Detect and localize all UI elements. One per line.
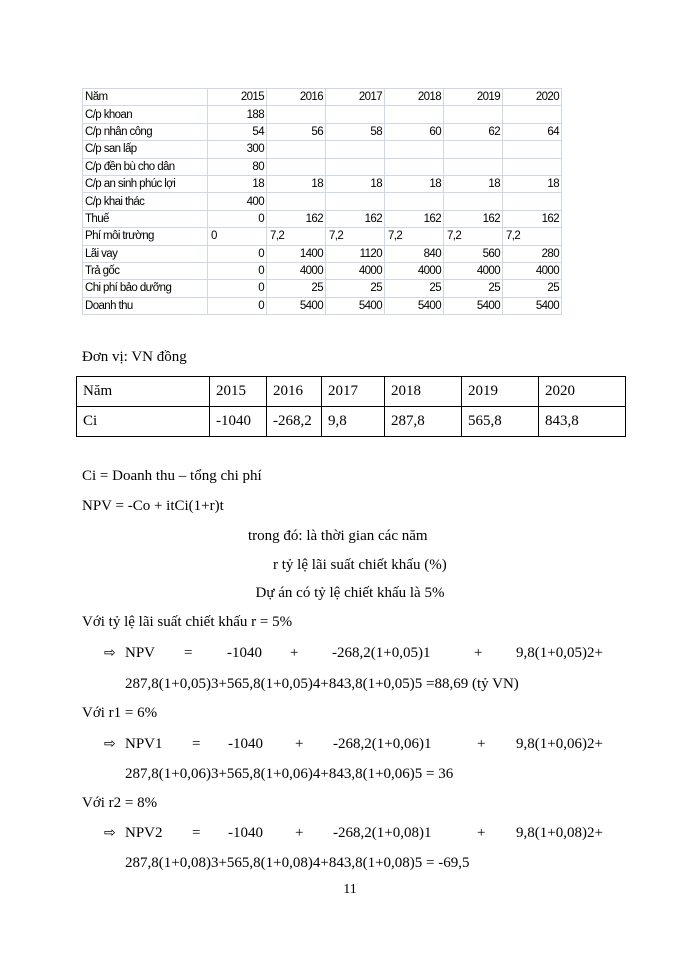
- ci-value-cell: 287,8: [385, 407, 462, 437]
- discount-rate-line: Dự án có tỷ lệ chiết khấu là 5%: [255, 585, 445, 601]
- sheet-cell: 0: [208, 228, 267, 245]
- npv6-plus2: +: [477, 736, 486, 752]
- sheet-cell: 188: [208, 106, 267, 123]
- npv8-t2: 9,8(1+0,08)2+: [516, 825, 603, 841]
- npv5-eq: =: [184, 645, 193, 661]
- sheet-cell: [444, 106, 503, 123]
- sheet-cell: 2015: [208, 89, 267, 106]
- npv5-plus2: +: [474, 645, 483, 661]
- sheet-row-label: Doanh thu: [83, 297, 208, 314]
- sheet-row: [83, 193, 562, 210]
- npv8-t0: -1040: [228, 825, 263, 841]
- sheet-cell: 25: [326, 280, 385, 297]
- npv5-t2: 9,8(1+0,05)2+: [516, 645, 603, 661]
- r1-heading: Với r1 = 6%: [82, 705, 158, 721]
- sheet-cell: 80: [208, 158, 267, 175]
- sheet-cell: 18: [326, 175, 385, 192]
- sheet-cell: 280: [503, 245, 562, 262]
- sheet-cell: 5400: [326, 297, 385, 314]
- sheet-cell: 162: [326, 210, 385, 227]
- sheet-cell: 162: [503, 210, 562, 227]
- sheet-cell: 400: [208, 193, 267, 210]
- sheet-cell: 18: [208, 175, 267, 192]
- ci-header-label: Năm: [77, 377, 210, 407]
- sheet-cell: [385, 141, 444, 158]
- sheet-cell: [444, 193, 503, 210]
- ci-value-cell: 565,8: [462, 407, 539, 437]
- sheet-cell: 25: [503, 280, 562, 297]
- sheet-row: [83, 175, 562, 192]
- sheet-cell: 840: [385, 245, 444, 262]
- sheet-cell: [503, 193, 562, 210]
- where-line: trong đó: là thời gian các năm: [248, 528, 428, 544]
- sheet-cell: 25: [385, 280, 444, 297]
- sheet-cell: 58: [326, 123, 385, 140]
- sheet-row: [83, 280, 562, 297]
- sheet-cell: 2017: [326, 89, 385, 106]
- sheet-row-label: C/p an sinh phúc lợi: [83, 175, 208, 192]
- ci-table-header-row: [77, 377, 626, 407]
- arrow-icon: ⇨: [104, 645, 116, 661]
- ci-value-cell: -268,2: [267, 407, 322, 437]
- sheet-row-label: C/p khai thác: [83, 193, 208, 210]
- sheet-cell: [503, 106, 562, 123]
- sheet-cell: 25: [267, 280, 326, 297]
- arrow-icon: ⇨: [104, 825, 116, 841]
- sheet-row-label: C/p san lấp: [83, 141, 208, 158]
- sheet-row-label: C/p nhân công: [83, 123, 208, 140]
- sheet-cell: [503, 158, 562, 175]
- ci-value-cell: 9,8: [322, 407, 385, 437]
- ci-year-cell: 2017: [322, 377, 385, 407]
- r-definition: r tỷ lệ lãi suất chiết khấu (%): [273, 557, 447, 573]
- sheet-cell: [267, 141, 326, 158]
- sheet-cell: 5400: [503, 297, 562, 314]
- sheet-cell: 0: [208, 262, 267, 279]
- ci-row-label: Ci: [77, 407, 210, 437]
- sheet-row-label: Chi phí bảo dưỡng: [83, 280, 208, 297]
- npv8-lhs: NPV2: [125, 825, 163, 841]
- ci-year-cell: 2015: [210, 377, 267, 407]
- sheet-row: [83, 158, 562, 175]
- sheet-cell: 560: [444, 245, 503, 262]
- npv6-line2: 287,8(1+0,06)3+565,8(1+0,06)4+843,8(1+0,06)5 = 36: [125, 766, 454, 782]
- sheet-cell: 162: [385, 210, 444, 227]
- sheet-cell: 4000: [267, 262, 326, 279]
- sheet-cell: 5400: [444, 297, 503, 314]
- npv8-t1: -268,2(1+0,08)1: [333, 825, 432, 841]
- ci-year-cell: 2020: [539, 377, 626, 407]
- sheet-cell: 0: [208, 280, 267, 297]
- formula-ci: Ci = Doanh thu – tổng chi phí: [82, 468, 262, 484]
- sheet-cell: 162: [267, 210, 326, 227]
- formula-npv: NPV = -Co + itCi(1+r)t: [82, 498, 224, 514]
- sheet-cell: [503, 141, 562, 158]
- sheet-cell: 18: [267, 175, 326, 192]
- sheet-cell: [385, 158, 444, 175]
- sheet-cell: 1400: [267, 245, 326, 262]
- sheet-cell: 2018: [385, 89, 444, 106]
- sheet-cell: [267, 106, 326, 123]
- sheet-row: [83, 297, 562, 314]
- sheet-row-label: Phí môi trường: [83, 228, 208, 245]
- npv6-t1: -268,2(1+0,06)1: [333, 736, 432, 752]
- sheet-cell: 18: [503, 175, 562, 192]
- sheet-row: [83, 262, 562, 279]
- sheet-cell: [326, 106, 385, 123]
- npv6-lhs: NPV1: [125, 736, 163, 752]
- ci-value-cell: 843,8: [539, 407, 626, 437]
- npv5-line2: 287,8(1+0,05)3+565,8(1+0,05)4+843,8(1+0,05)5 =88,69 (tỷ VN): [125, 676, 519, 692]
- sheet-cell: [444, 158, 503, 175]
- sheet-cell: 7,2: [444, 228, 503, 245]
- sheet-cell: 2020: [503, 89, 562, 106]
- sheet-cell: 7,2: [267, 228, 326, 245]
- sheet-row: [83, 210, 562, 227]
- sheet-cell: 7,2: [503, 228, 562, 245]
- sheet-cell: [326, 193, 385, 210]
- npv6-t2: 9,8(1+0,06)2+: [516, 736, 603, 752]
- npv5-t0: -1040: [227, 645, 262, 661]
- sheet-row-label: Trả gốc: [83, 262, 208, 279]
- sheet-cell: 300: [208, 141, 267, 158]
- sheet-cell: 7,2: [326, 228, 385, 245]
- sheet-header-row: [83, 89, 562, 106]
- sheet-row: [83, 228, 562, 245]
- r2-heading: Với r2 = 8%: [82, 795, 158, 811]
- sheet-cell: 4000: [326, 262, 385, 279]
- sheet-cell: [267, 193, 326, 210]
- npv5-lhs: NPV: [125, 645, 156, 661]
- sheet-cell: 62: [444, 123, 503, 140]
- sheet-cell: 0: [208, 297, 267, 314]
- sheet-cell: 1120: [326, 245, 385, 262]
- sheet-cell: 54: [208, 123, 267, 140]
- npv6-eq: =: [192, 736, 201, 752]
- npv8-plus2: +: [477, 825, 486, 841]
- sheet-cell: 7,2: [385, 228, 444, 245]
- npv5-t1: -268,2(1+0,05)1: [332, 645, 431, 661]
- sheet-cell: 18: [385, 175, 444, 192]
- npv8-plus1: +: [295, 825, 304, 841]
- sheet-cell: [326, 158, 385, 175]
- sheet-cell: 5400: [267, 297, 326, 314]
- sheet-row-label: C/p đền bù cho dân: [83, 158, 208, 175]
- npv5-plus1: +: [290, 645, 299, 661]
- sheet-cell: 18: [444, 175, 503, 192]
- r5-heading: Với tỷ lệ lãi suất chiết khấu r = 5%: [82, 614, 293, 630]
- sheet-cell: [385, 193, 444, 210]
- ci-table-value-row: [77, 407, 626, 437]
- ci-value-cell: -1040: [210, 407, 267, 437]
- sheet-cell: 0: [208, 245, 267, 262]
- sheet-cell: [267, 158, 326, 175]
- unit-label: Đơn vị: VN đồng: [82, 349, 187, 365]
- npv6-t0: -1040: [228, 736, 263, 752]
- ci-year-cell: 2019: [462, 377, 539, 407]
- sheet-cell: 25: [444, 280, 503, 297]
- sheet-cell: 4000: [385, 262, 444, 279]
- ci-table: [76, 376, 626, 437]
- arrow-icon: ⇨: [104, 736, 116, 752]
- cost-spreadsheet: [82, 88, 562, 315]
- sheet-cell: 64: [503, 123, 562, 140]
- sheet-cell: 4000: [503, 262, 562, 279]
- npv8-eq: =: [192, 825, 201, 841]
- sheet-row: [83, 106, 562, 123]
- sheet-cell: [326, 141, 385, 158]
- sheet-row: [83, 245, 562, 262]
- sheet-cell: 4000: [444, 262, 503, 279]
- npv6-plus1: +: [295, 736, 304, 752]
- sheet-cell: 60: [385, 123, 444, 140]
- sheet-row: [83, 123, 562, 140]
- sheet-cell: 162: [444, 210, 503, 227]
- sheet-row-label: Lãi vay: [83, 245, 208, 262]
- npv8-line2: 287,8(1+0,08)3+565,8(1+0,08)4+843,8(1+0,08)5 = -69,5: [125, 855, 470, 871]
- sheet-cell: [385, 106, 444, 123]
- sheet-cell: 2019: [444, 89, 503, 106]
- sheet-cell: 0: [208, 210, 267, 227]
- ci-year-cell: 2016: [267, 377, 322, 407]
- sheet-row-label: Năm: [83, 89, 208, 106]
- page-number: 11: [343, 882, 357, 897]
- sheet-cell: 5400: [385, 297, 444, 314]
- sheet-row-label: C/p khoan: [83, 106, 208, 123]
- sheet-row-label: Thuế: [83, 210, 208, 227]
- sheet-cell: 56: [267, 123, 326, 140]
- sheet-cell: 2016: [267, 89, 326, 106]
- sheet-cell: [444, 141, 503, 158]
- sheet-row: [83, 141, 562, 158]
- ci-year-cell: 2018: [385, 377, 462, 407]
